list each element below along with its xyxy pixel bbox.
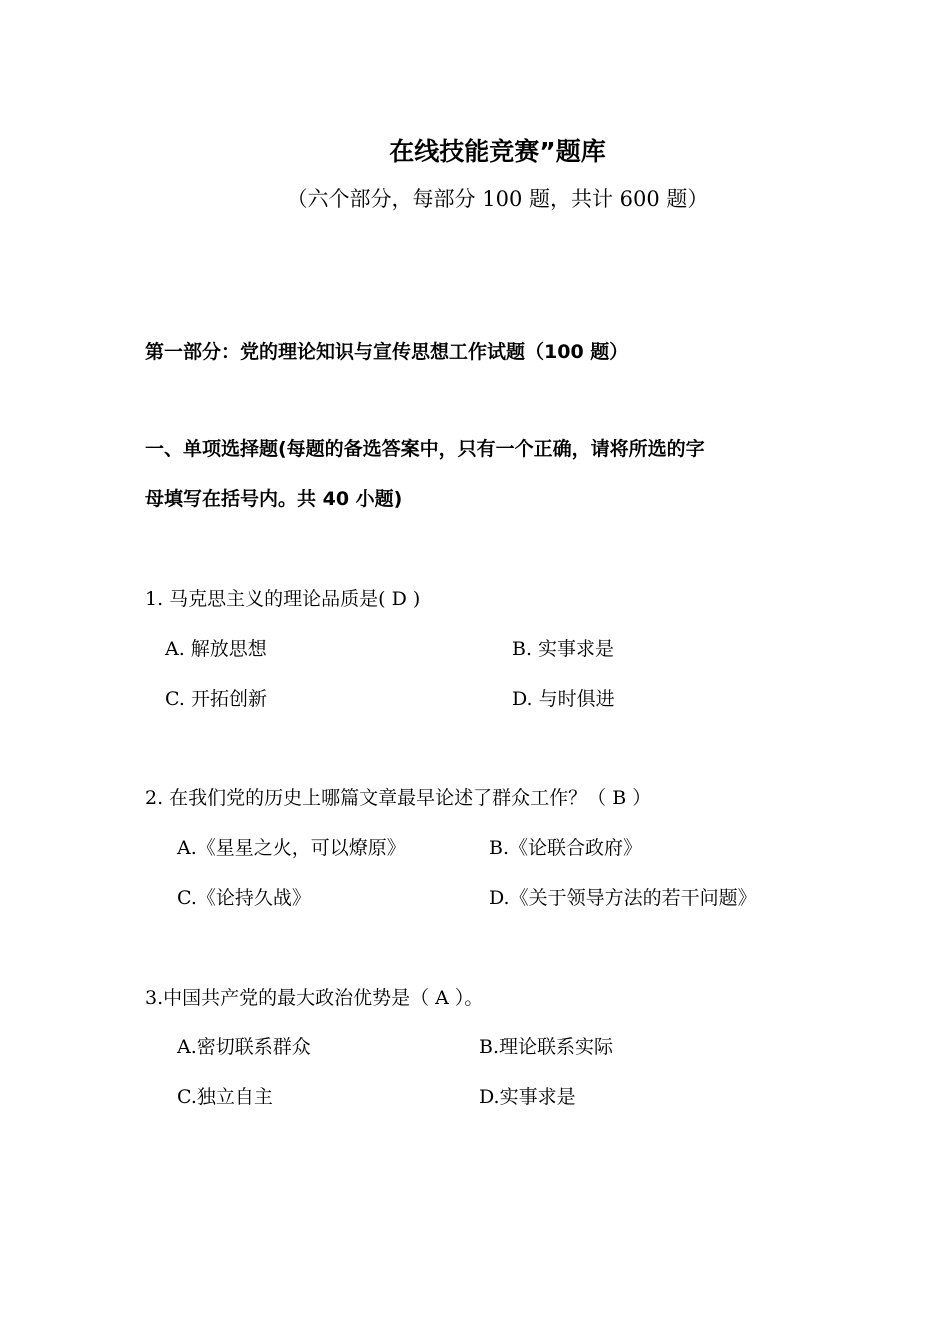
question-stem: 1. 马克思主义的理论品质是( D ): [145, 588, 421, 610]
option-a: A.《星星之火，可以燎原》: [177, 837, 406, 859]
section-heading-line1: 一、单项选择题(每题的备选答案中，只有一个正确，请将所选的字: [145, 438, 705, 460]
document-subtitle: （六个部分，每部分 100 题，共计 600 题）: [286, 187, 709, 211]
document-title: 在线技能竞赛”题库: [389, 137, 606, 166]
question-stem: 3.中国共产党的最大政治优势是（ A ）。: [145, 987, 484, 1009]
part-heading: 第一部分：党的理论知识与宣传思想工作试题（100 题）: [145, 341, 629, 363]
option-b: B.理论联系实际: [479, 1036, 614, 1058]
option-c: C.《论持久战》: [177, 887, 311, 909]
section-heading-line2: 母填写在括号内。共 40 小题): [145, 488, 403, 510]
option-d: D.实事求是: [479, 1086, 576, 1108]
option-b: B. 实事求是: [512, 638, 615, 660]
option-c: C. 开拓创新: [165, 688, 267, 710]
option-d: D. 与时俱进: [512, 688, 615, 710]
option-b: B.《论联合政府》: [489, 837, 643, 859]
option-a: A.密切联系群众: [177, 1036, 311, 1058]
option-a: A. 解放思想: [165, 638, 267, 660]
option-c: C.独立自主: [177, 1086, 273, 1108]
question-stem: 2. 在我们党的历史上哪篇文章最早论述了群众工作？（ B ）: [145, 787, 652, 809]
option-d: D.《关于领导方法的若干问题》: [489, 887, 757, 909]
